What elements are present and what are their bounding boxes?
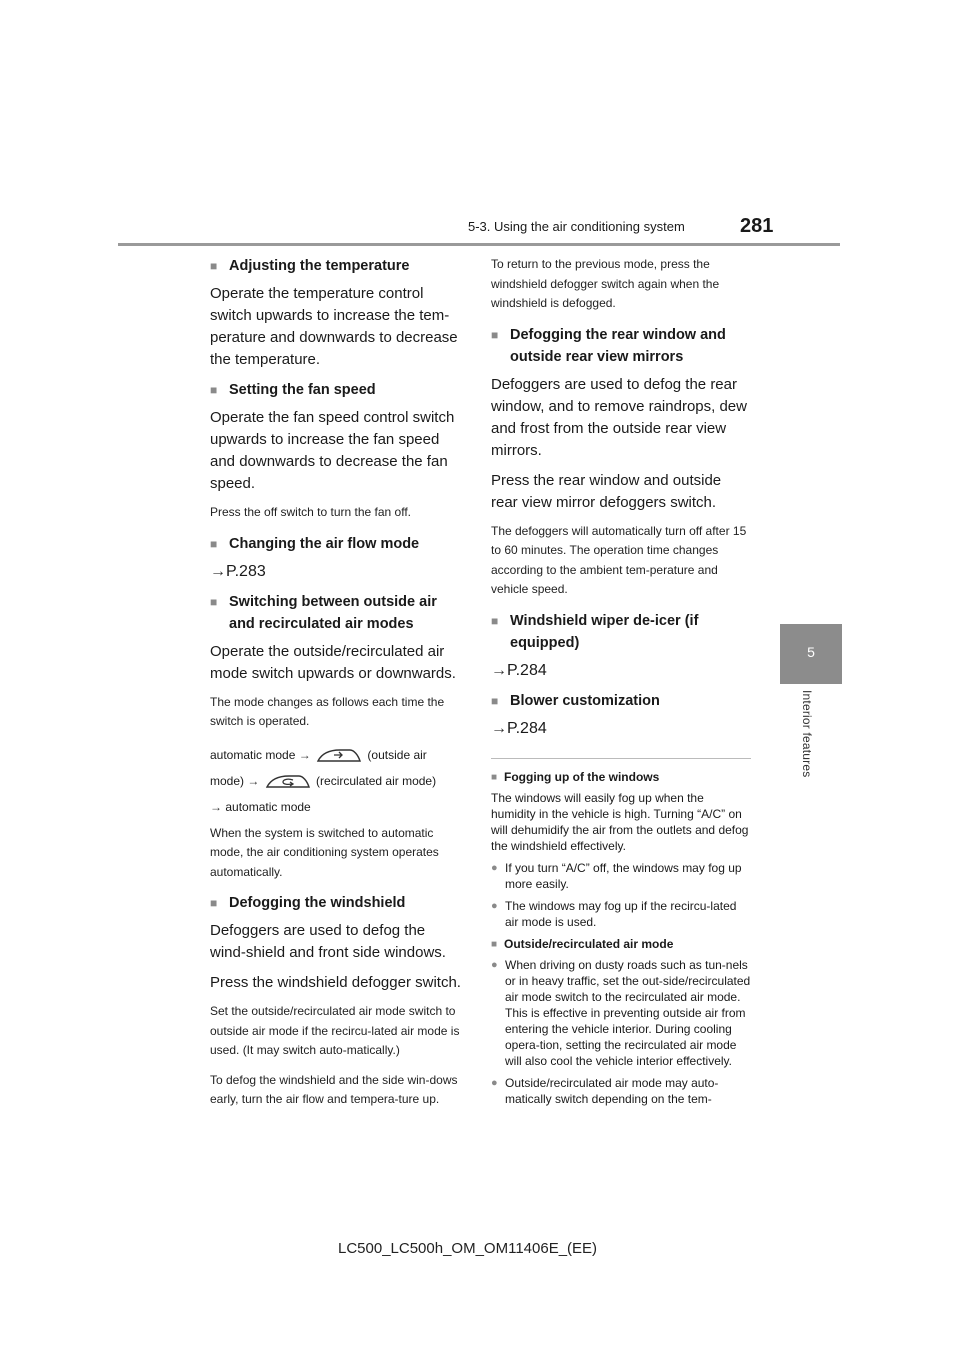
footer-document-code: LC500_LC500h_OM_OM11406E_(EE) bbox=[338, 1240, 598, 1257]
arrow-icon: → bbox=[247, 773, 260, 788]
chapter-title: Interior features bbox=[800, 690, 814, 778]
mode-recirculated-air: (recirculated air mode) bbox=[316, 773, 437, 788]
recirculated-air-icon bbox=[265, 772, 311, 790]
arrow-icon: → bbox=[491, 661, 507, 679]
arrow-icon: → bbox=[298, 747, 311, 762]
note-bullet-fogging-1: ● If you turn “A/C” off, the windows may fog up more easily. bbox=[491, 860, 751, 892]
note-defog-windshield-2: To defog the windshield and the side win-dows early, turn the air flow and tempera-ture up. bbox=[210, 1072, 458, 1106]
chapter-tab: 5 bbox=[780, 624, 842, 684]
text-temperature: Operate the temperature control switch upwards to increase the tem-perature and downwards to decrease the temperature. bbox=[210, 285, 458, 368]
outside-air-icon bbox=[316, 746, 362, 764]
heading-fan-speed: ■ Setting the fan speed bbox=[210, 379, 464, 401]
note-heading-fogging: ■ Fogging up of the windows bbox=[491, 769, 751, 786]
heading-defog-rear: ■ Defogging the rear window and outside rear view mirrors bbox=[491, 324, 751, 368]
text-defog-rear-2: Press the rear window and outside rear view mirror defoggers switch. bbox=[491, 471, 722, 511]
left-column bbox=[210, 255, 464, 1120]
ref-blower-customization-page: P.284 bbox=[507, 719, 547, 737]
section-title: 5-3. Using the air conditioning system bbox=[468, 219, 685, 234]
mode-automatic-return: automatic mode bbox=[225, 799, 311, 814]
text-defog-windshield-2: Press the windshield defogger switch. bbox=[210, 974, 461, 991]
heading-air-flow: ■ Changing the air flow mode bbox=[210, 533, 464, 555]
note-bullet-recirculated-1: ● When driving on dusty roads such as tun-nels or in heavy traffic, set the out-side/recirculated air mode switch to the recirculated air mode. This is effective in preventing outside air from entering the vehicle interior. During cooling opera-tion, setting the recirculated air mode will also cool the vehicle interior effectively. bbox=[491, 957, 751, 1069]
ref-wiper-deicer[interactable] bbox=[491, 660, 751, 682]
note-mode-change: The mode changes as follows each time the switch is operated. bbox=[210, 694, 445, 728]
note-text-fogging: The windows will easily fog up when the humidity in the vehicle is high. Turning “A/C” on will dehumidify the air from the outlets and defog the windshield effectively. bbox=[491, 790, 749, 853]
note-bullet-fogging-2: ● The windows may fog up if the recircu-lated air mode is used. bbox=[491, 898, 751, 930]
right-column bbox=[491, 255, 751, 1113]
heading-wiper-deicer: ■ Windshield wiper de-icer (if equipped) bbox=[491, 610, 751, 654]
arrow-icon: → bbox=[210, 799, 222, 814]
mode-outside-air: (outside air mode) bbox=[210, 747, 427, 788]
header-divider bbox=[118, 243, 840, 246]
ref-air-flow[interactable] bbox=[210, 561, 464, 583]
note-bullet-recirculated-2: ● Outside/recirculated air mode may auto-matically switch depending on the tem- bbox=[491, 1075, 751, 1107]
arrow-icon: → bbox=[210, 562, 226, 580]
ref-blower-customization[interactable] bbox=[491, 718, 751, 740]
ref-air-flow-page: P.283 bbox=[226, 562, 266, 580]
notes-divider bbox=[491, 758, 751, 759]
text-fan-speed: Operate the fan speed control switch upwards to increase the fan speed and downwards to decrease the fan speed. bbox=[210, 409, 455, 492]
heading-temperature: ■ Adjusting the temperature bbox=[210, 255, 464, 277]
text-recirculated: Operate the outside/recirculated air mode switch upwards or downwards. bbox=[210, 642, 456, 682]
note-defog-rear: The defoggers will automatically turn off after 15 to 60 minutes. The operation time changes according to the ambient tem-perature and vehicle speed. bbox=[491, 523, 747, 596]
note-defog-windshield-1: Set the outside/recirculated air mode switch to outside air mode if the recircu-lated air mode is used. (It may switch auto-matically.) bbox=[210, 1004, 460, 1057]
mode-automatic: automatic mode bbox=[210, 747, 296, 762]
note-return-mode: To return to the previous mode, press the windshield defogger switch again when the windshield is defogged. bbox=[491, 257, 720, 310]
text-defog-rear-1: Defoggers are used to defog the rear window, and to remove raindrops, dew and frost from the outside rear view mirrors. bbox=[491, 375, 747, 459]
heading-blower-customization: ■ Blower customization bbox=[491, 690, 751, 712]
ref-wiper-deicer-page: P.284 bbox=[507, 661, 547, 679]
page-number: 281 bbox=[740, 215, 774, 237]
text-defog-windshield-1: Defoggers are used to defog the wind-shield and front side windows. bbox=[210, 922, 446, 961]
arrow-icon: → bbox=[491, 719, 507, 737]
note-automatic-mode: When the system is switched to automatic mode, the air conditioning system operates automatically. bbox=[210, 825, 439, 879]
note-heading-recirculated: ■ Outside/recirculated air mode bbox=[491, 936, 751, 953]
heading-recirculated: ■ Switching between outside air and recirculated air modes bbox=[210, 591, 464, 635]
note-fan-off: Press the off switch to turn the fan off. bbox=[210, 505, 411, 519]
mode-sequence bbox=[210, 742, 464, 820]
heading-defog-windshield: ■ Defogging the windshield bbox=[210, 892, 464, 914]
